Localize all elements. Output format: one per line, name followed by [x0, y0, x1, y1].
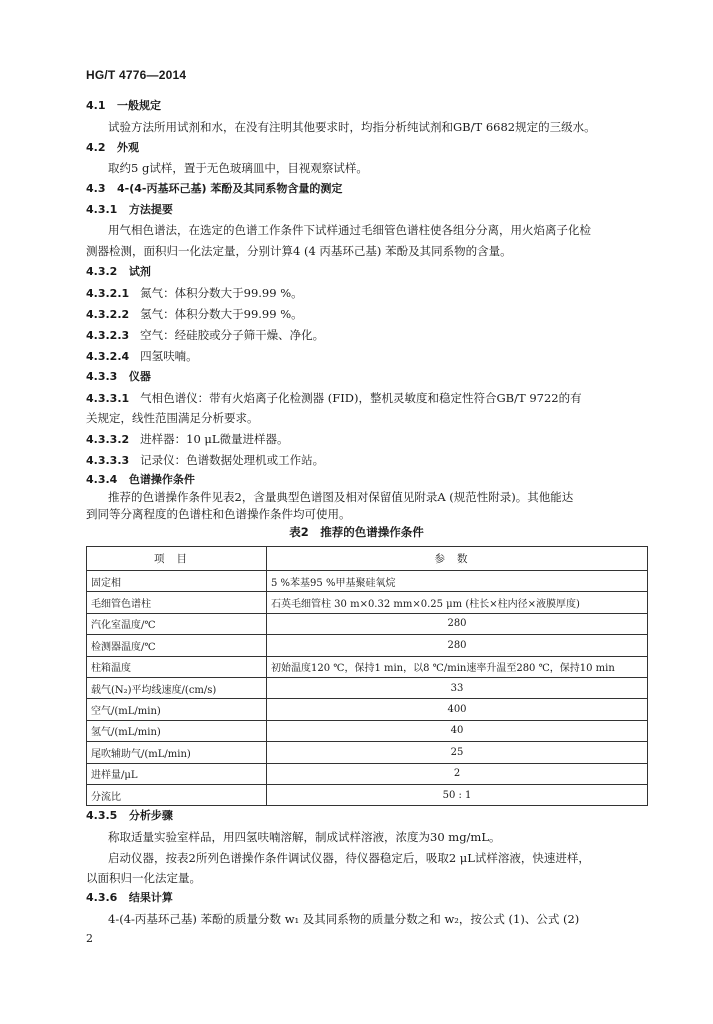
table-row [87, 784, 648, 805]
paragraph: 称取适量实验室样品，用四氢呋喃溶解，制成试样溶液，浓度为30 mg/mL。 [108, 830, 501, 844]
clause-number: 4.3.2.1 [86, 287, 130, 300]
clause-body: 氮气：体积分数大于99.99 %。 [140, 286, 303, 300]
row-label: 尾吹辅助气/(mL/min) [87, 742, 267, 763]
standard-code: HG/T 4776—2014 [86, 68, 187, 82]
row-value: 石英毛细管柱 30 m×0.32 mm×0.25 μm (柱长×柱内径×液膜厚度) [267, 592, 648, 613]
clause-4-3-2-1 [86, 285, 303, 302]
table-row [87, 656, 648, 677]
header-cell: 项目 [87, 547, 267, 571]
row-value: 初始温度120 ℃，保持1 min，以8 ℃/min速率升温至280 ℃，保持10 min [267, 656, 648, 677]
row-label: 检测器温度/℃ [87, 635, 267, 656]
section-number: 4.3.4 [86, 473, 118, 486]
heading-4-3-4 [86, 472, 195, 488]
table-header-row [87, 547, 648, 571]
heading-4-3-3 [86, 369, 151, 385]
clause-4-3-3-1 [86, 390, 582, 407]
heading-4-3 [86, 181, 342, 197]
clause-body: 空气：经硅胶或分子筛干燥、净化。 [140, 328, 325, 342]
section-number: 4.3.5 [86, 809, 118, 822]
paragraph: 用气相色谱法，在选定的色谱工作条件下试样通过毛细管色谱柱使各组分分离，用火焰离子化检 [108, 223, 591, 237]
clause-4-3-3-2 [86, 431, 289, 448]
row-label: 汽化室温度/℃ [87, 613, 267, 634]
row-label: 载气(N₂)平均线速度/(cm/s) [87, 677, 267, 698]
section-number: 4.2 [86, 141, 106, 154]
section-title: 色谱操作条件 [128, 473, 195, 486]
clause-body: 气相色谱仪：带有火焰离子化检测器 (FID)，整机灵敏度和稳定性符合GB/T 9722的有 [140, 391, 582, 405]
clause-number: 4.3.3.1 [86, 392, 130, 405]
paragraph: 以面积归一化法定量。 [86, 871, 201, 885]
clause-number: 4.3.2.2 [86, 308, 130, 321]
clause-body: 进样器：10 μL微量进样器。 [140, 432, 289, 446]
row-value: 40 [267, 720, 648, 741]
paragraph: 推荐的色谱操作条件见表2，含量典型色谱图及相对保留值见附录A (规范性附录)。其他能达 [108, 490, 574, 504]
paragraph: 启动仪器，按表2所列色谱操作条件调试仪器，待仪器稳定后，吸取2 μL试样溶液，快速进样， [108, 851, 590, 865]
section-number: 4.3.3 [86, 370, 118, 383]
row-label: 空气/(mL/min) [87, 699, 267, 720]
heading-4-3-2 [86, 264, 151, 280]
section-title: 仪器 [128, 370, 151, 383]
row-value: 2 [267, 763, 648, 784]
section-title: 4-(4-丙基环己基) 苯酚及其同系物含量的测定 [117, 182, 343, 195]
table-row [87, 742, 648, 763]
section-title: 方法提要 [128, 203, 173, 216]
clause-body: 四氢呋喃。 [140, 349, 198, 363]
clause-4-3-2-3 [86, 327, 324, 344]
section-title: 结果计算 [128, 891, 173, 904]
section-number: 4.3.6 [86, 891, 118, 904]
row-value: 5 %苯基95 %甲基聚硅氧烷 [267, 571, 648, 592]
clause-number: 4.3.2.4 [86, 350, 130, 363]
section-title: 外观 [117, 141, 139, 154]
paragraph: 取约5 g试样，置于无色玻璃皿中，目视观察试样。 [108, 161, 368, 175]
clause-number: 4.3.3.3 [86, 454, 130, 467]
heading-4-3-6 [86, 890, 173, 906]
row-value: 400 [267, 699, 648, 720]
section-number: 4.3.2 [86, 265, 118, 278]
paragraph: 4-(4-丙基环己基) 苯酚的质量分数 w₁ 及其同系物的质量分数之和 w₂，按公式 (1)、公式 (2) [108, 912, 580, 926]
clause-number: 4.3.3.2 [86, 433, 130, 446]
table-row [87, 613, 648, 634]
row-value: 280 [267, 635, 648, 656]
row-value: 50 : 1 [267, 784, 648, 805]
paragraph: 到同等分离程度的色谱柱和色谱操作条件均可使用。 [86, 507, 351, 521]
row-value: 33 [267, 677, 648, 698]
heading-4-2 [86, 140, 139, 156]
table-row [87, 571, 648, 592]
row-label: 进样量/μL [87, 763, 267, 784]
paragraph: 关规定，线性范围满足分析要求。 [86, 411, 259, 425]
clause-body: 氢气：体积分数大于99.99 %。 [140, 307, 303, 321]
section-title: 试剂 [128, 265, 151, 278]
row-label: 分流比 [87, 784, 267, 805]
clause-4-3-2-4 [86, 348, 198, 365]
paragraph: 测器检测，面积归一化法定量，分别计算4 (4 丙基环己基) 苯酚及其同系物的含量。 [86, 244, 512, 258]
clause-body: 记录仪：色谱数据处理机或工作站。 [140, 453, 325, 467]
section-number: 4.3 [86, 182, 106, 195]
row-label: 柱箱温度 [87, 656, 267, 677]
table-row [87, 677, 648, 698]
clause-4-3-2-2 [86, 306, 303, 323]
operating-conditions-table [86, 546, 648, 806]
section-title: 分析步骤 [128, 809, 173, 822]
table-row [87, 635, 648, 656]
clause-number: 4.3.2.3 [86, 329, 130, 342]
table-title: 表2 推荐的色谱操作条件 [289, 525, 424, 539]
row-value: 25 [267, 742, 648, 763]
clause-4-3-3-3 [86, 452, 324, 469]
row-label: 氢气/(mL/min) [87, 720, 267, 741]
table-row [87, 720, 648, 741]
heading-4-1 [86, 98, 161, 114]
paragraph: 试验方法所用试剂和水，在没有注明其他要求时，均指分析纯试剂和GB/T 6682规定的三级水。 [108, 120, 596, 134]
table-row [87, 699, 648, 720]
section-number: 4.1 [86, 99, 106, 112]
row-value: 280 [267, 613, 648, 634]
heading-4-3-1 [86, 202, 173, 218]
header-cell: 参数 [267, 547, 648, 571]
section-title: 一般规定 [117, 99, 161, 112]
page-number: 2 [86, 932, 93, 945]
table-row [87, 592, 648, 613]
row-label: 毛细管色谱柱 [87, 592, 267, 613]
section-number: 4.3.1 [86, 203, 118, 216]
row-label: 固定相 [87, 571, 267, 592]
heading-4-3-5 [86, 808, 173, 824]
table-row [87, 763, 648, 784]
